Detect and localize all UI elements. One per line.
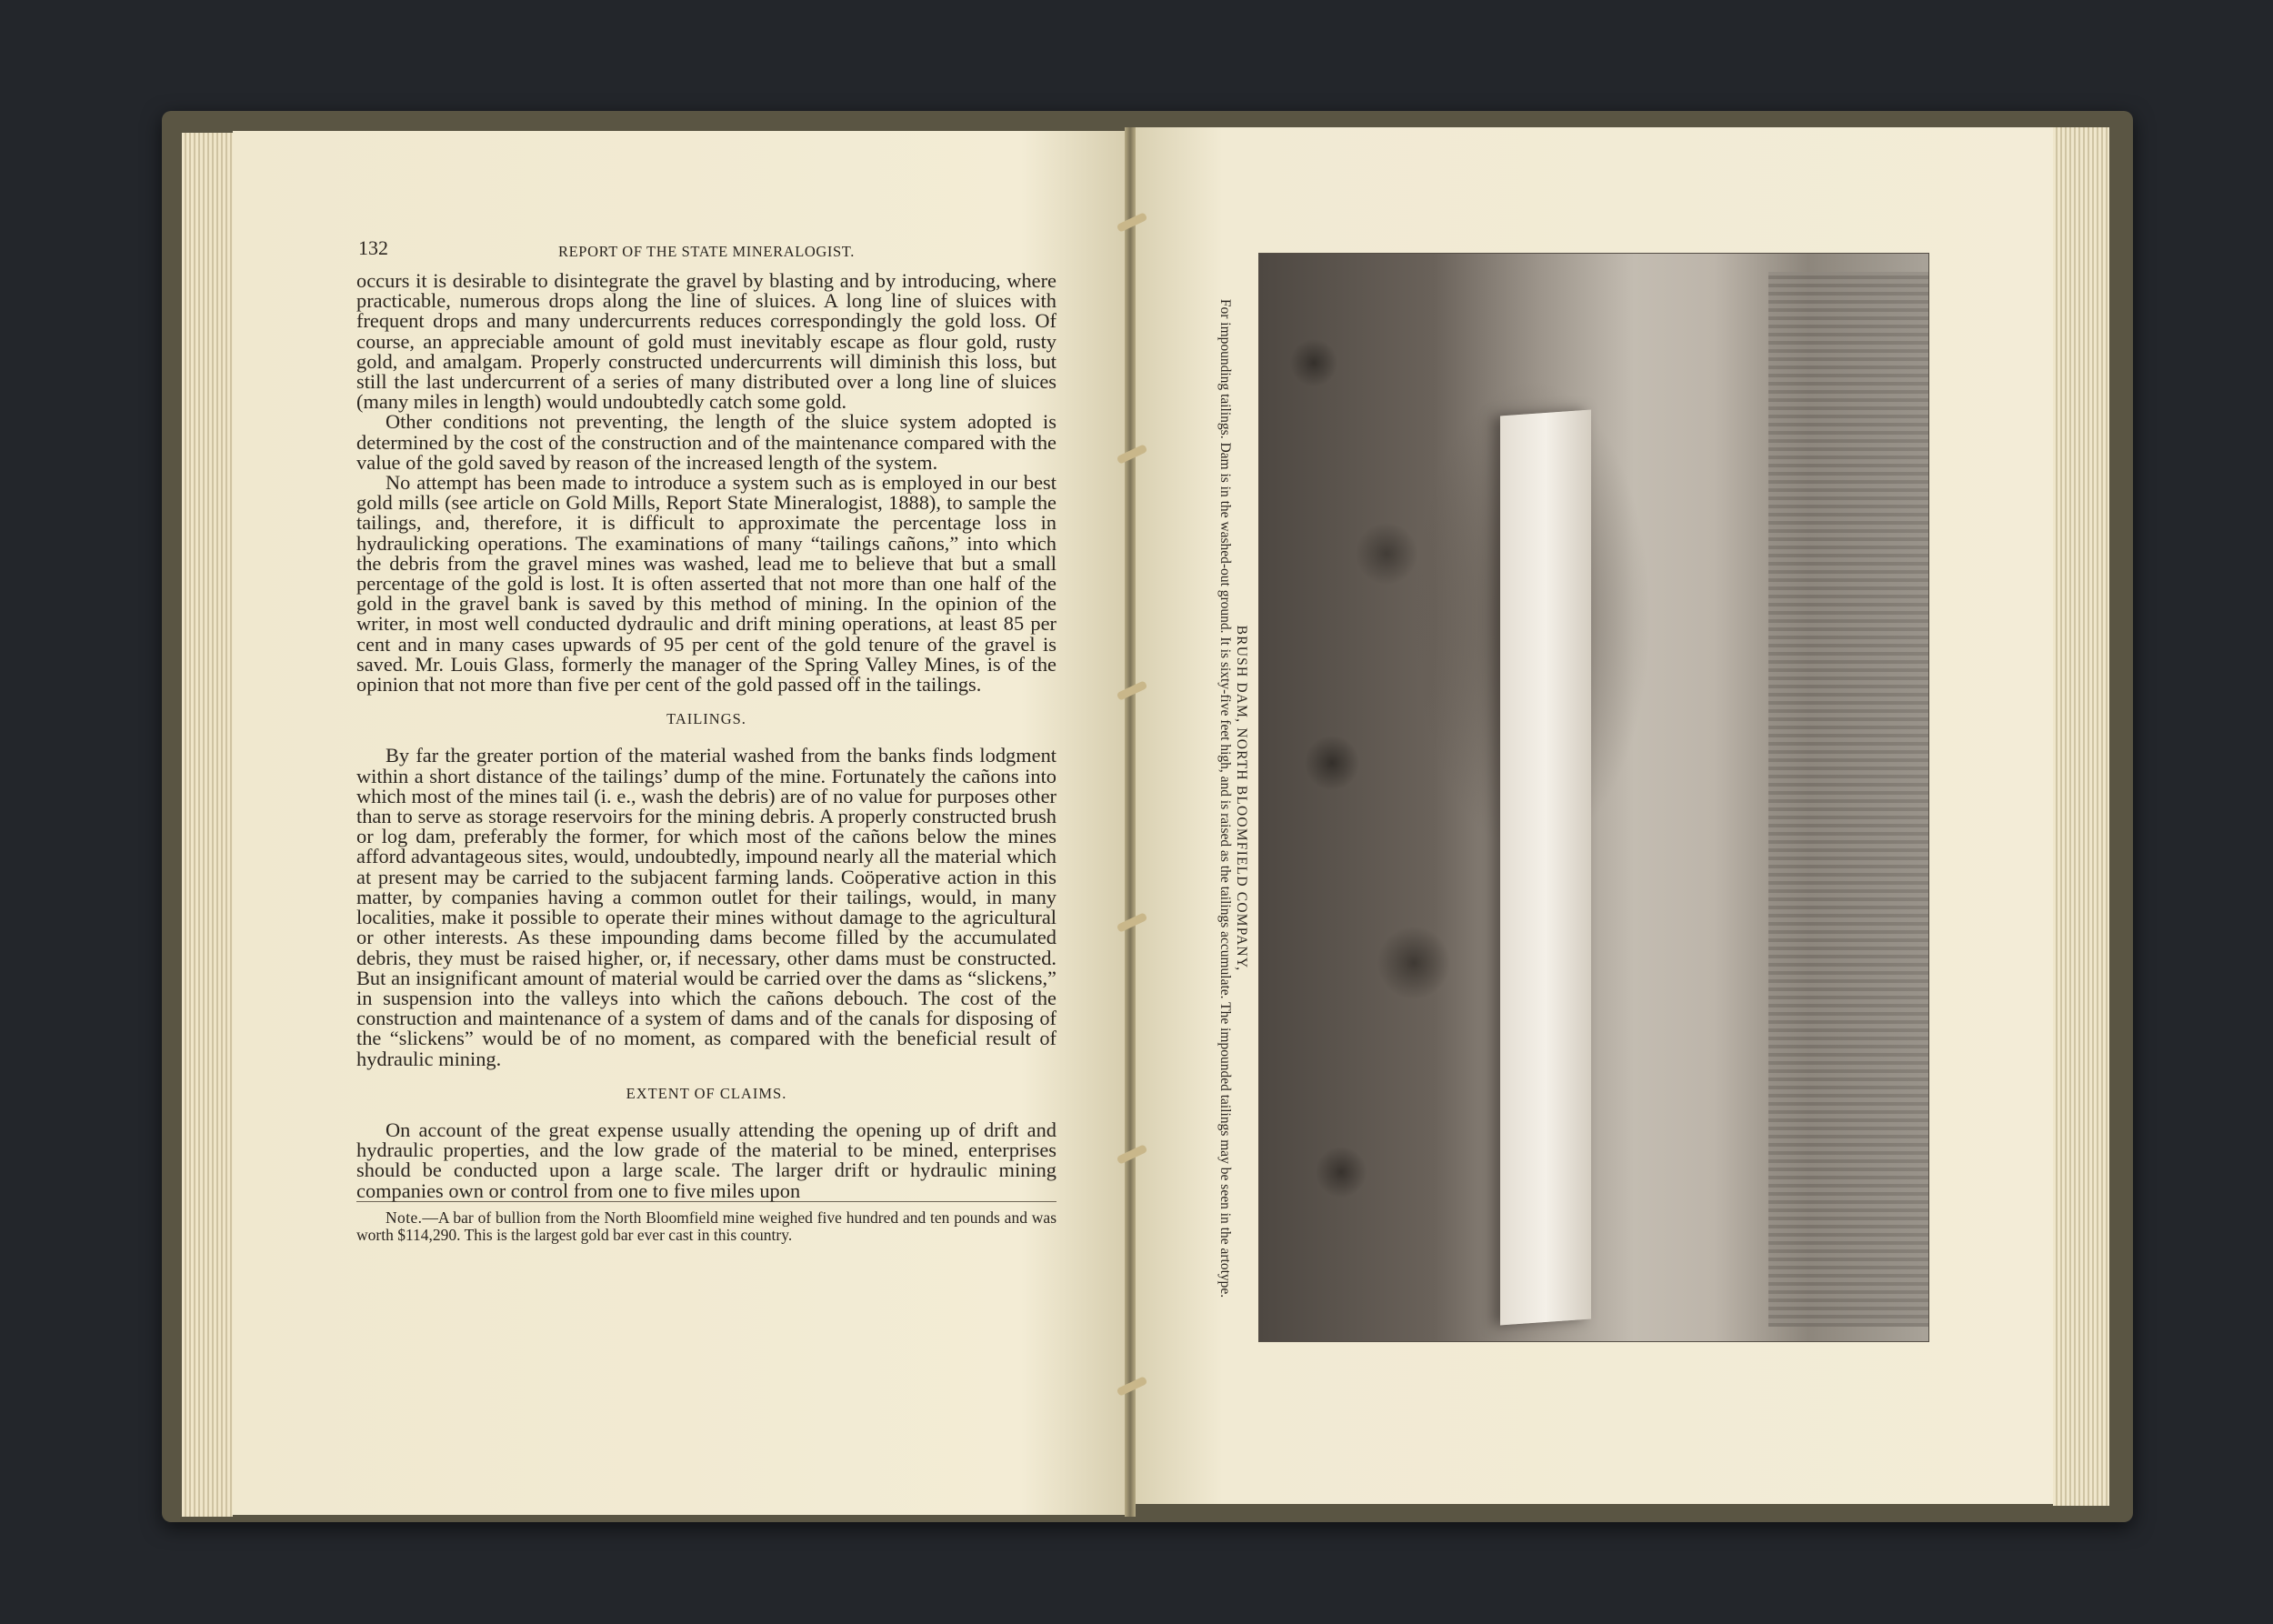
running-head — [356, 238, 1056, 271]
photo-forest — [1768, 272, 1928, 1327]
photo-dam-face — [1500, 410, 1591, 1326]
left-page-edges — [182, 133, 233, 1517]
footnote-label: Note. — [386, 1208, 423, 1227]
brush-dam-photograph — [1258, 253, 1929, 1342]
paragraph: No attempt has been made to introduce a system such as is employed in our best gold mills (see article on Gold Mills, Report State Mineralogist, 1888), to sample the tailings, and, therefore, it is difficult to approximate the percentage loss in hydraulicking operations. The examinations of many “tailings cañons,” into which the debris from the gravel mines was washed, lead me to believe that but a small percentage of the gold is lost. It is often asserted that not more than one half of the gold in the gravel bank is saved by this method of mining. In the opinion of the writer, in most well conducted dydraulic and drift mining operations, at least 85 per cent and in many cases upwards of 95 per cent of the gold tenure of the gravel is saved. Mr. Louis Glass, formerly the manager of the Spring Valley Mines, is of the opinion that not more than five per cent of the gold passed off in the tailings. — [356, 471, 1056, 697]
right-page-edges — [2053, 127, 2109, 1506]
photo-rocks — [1259, 254, 1487, 1341]
caption-title: BRUSH DAM, NORTH BLOOMFIELD COMPANY, — [1234, 625, 1249, 972]
paragraph: Other conditions not preventing, the length of the sluice system adopted is determined by the cost of the construction and of the maintenance compared with the value of the gold saved by reason of the increased length of the system. — [356, 410, 1056, 474]
plate-caption — [1207, 257, 1258, 1339]
page-header: REPORT OF THE STATE MINERALOGIST. — [558, 243, 855, 260]
footnote-text: —A bar of bullion from the North Bloomfield mine weighed five hundred and ten pounds and was worth $114,290. This is the largest gold bar ever cast in this country. — [356, 1208, 1056, 1244]
section-heading-extent-of-claims: EXTENT OF CLAIMS. — [626, 1084, 787, 1102]
caption-text: For impounding tailings. Dam is in the washed-out ground. It is sixty-five feet high, and is raised as the tailings accumulate. The impounded tailings may be seen in the artotype. — [1217, 298, 1233, 1298]
paragraph: occurs it is desirable to disintegrate the gravel by blasting and by introducing, where practicable, numerous drops along the line of sluices. A long line of sluices with frequent drops and many undercurrents reduces correspondingly the gold loss. Of course, an appreciable amount of gold must inevitably escape as flour gold, rusty gold, and amalgam. Properly constructed undercurrents will diminish this loss, but still the last undercurrent of a series of many distributed over a long line of sluices (many miles in length) would undoubtedly catch some gold. — [356, 269, 1056, 414]
page-number: 132 — [358, 236, 388, 259]
book-gutter — [1125, 127, 1136, 1517]
section-heading-tailings: TAILINGS. — [666, 710, 746, 728]
paragraph: By far the greater portion of the material washed from the banks finds lodgment within a short distance of the tailings’ dump of the mine. Fortunately the cañons into which most of the mines tail (i. e., wash the debris) are of no value for purposes other than to serve as storage reservoirs for the mining debris. A properly constructed brush or log dam, preferably the former, for which most of the cañons below the mines afford advantageous sites, would, undoubtedly, impound nearly all the material which at present may be carried to the subjacent farming lands. Coöperative action in this matter, by companies having a common outlet for their tailings, would, in many localities, make it possible to operate their mines without damage to the agricultural or other interests. As these impounding dams become filled by the accumulated debris, they must be raised higher, or, if necessary, other dams must be constructed. But an insignificant amount of material would be carried over the dams as “slickens,” in suspension into the valleys into which the cañons debouch. The cost of the construction and maintenance of a system of dams and of the canals for disposing of the “slickens” would be of no moment, as compared with the beneficial result of hydraulic mining. — [356, 744, 1056, 1070]
paragraph: On account of the great expense usually attending the opening up of drift and hydraulic properties, and the low grade of the material to be mined, enterprises should be conducted upon a large scale. The larger drift or hydraulic mining companies own or control from one to five miles upon — [356, 1118, 1056, 1202]
left-page-text — [356, 238, 1056, 1420]
footnote — [356, 1201, 1056, 1244]
